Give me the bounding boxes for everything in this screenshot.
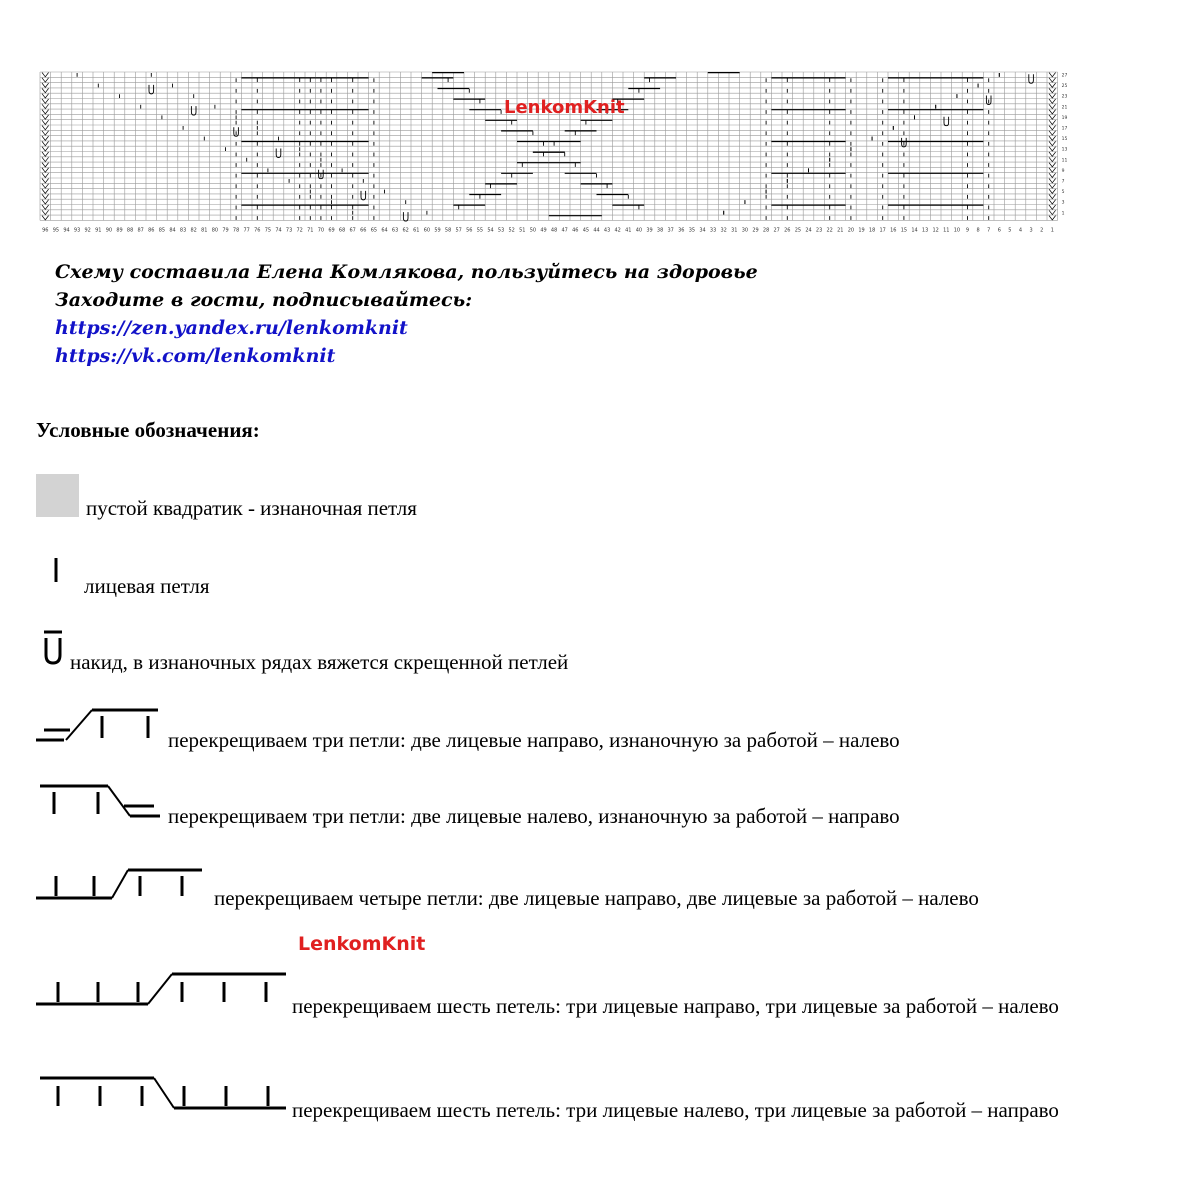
legend-item-cross-3-right: перекрещиваем три петли: две лицевые направо, изнаночную за работой – налево	[36, 706, 1126, 750]
chart-watermark: LenkomKnit	[504, 97, 625, 118]
column-number: 76	[254, 227, 261, 234]
column-number: 86	[148, 227, 155, 234]
column-number: 49	[540, 227, 547, 234]
column-number: 56	[466, 227, 473, 234]
column-number: 40	[635, 227, 643, 234]
column-number: 2	[1040, 227, 1044, 234]
column-number: 96	[42, 227, 49, 234]
column-number: 26	[784, 227, 791, 234]
row-number: 17	[1061, 126, 1068, 132]
column-number: 10	[953, 227, 961, 234]
yarn-over-icon	[36, 630, 66, 670]
column-number: 70	[317, 227, 325, 234]
credit-line-1: Схему составила Елена Комлякова, пользуйтесь на здоровье	[55, 261, 758, 283]
credit-line-2: Заходите в гости, подписывайтесь:	[55, 289, 473, 311]
legend-item-cross-6-left: перекрещиваем шесть петель: три лицевые налево, три лицевые за работой – направо	[36, 1074, 1120, 1154]
column-number: 34	[699, 227, 706, 234]
column-number: 92	[84, 227, 91, 234]
column-number: 59	[434, 227, 441, 234]
column-number: 28	[762, 227, 770, 234]
column-number: 11	[943, 227, 950, 234]
column-number: 46	[572, 227, 579, 234]
column-number: 83	[179, 227, 187, 234]
row-number: 27	[1061, 73, 1068, 79]
knitting-chart	[34, 70, 1120, 240]
column-number: 13	[921, 227, 929, 234]
column-number: 47	[561, 227, 568, 234]
row-number: 7	[1061, 179, 1065, 185]
column-number: 27	[773, 227, 780, 234]
column-number: 55	[476, 227, 484, 234]
row-number: 19	[1061, 115, 1068, 121]
purl-square-icon	[36, 474, 79, 517]
column-number: 15	[900, 227, 908, 234]
column-number: 62	[402, 227, 409, 234]
column-number: 43	[603, 227, 611, 234]
column-number: 53	[497, 227, 505, 234]
column-number: 90	[105, 227, 113, 234]
column-number: 95	[52, 227, 60, 234]
column-number: 36	[678, 227, 685, 234]
column-numbers	[42, 227, 1054, 233]
column-number: 66	[360, 227, 367, 234]
column-number: 29	[752, 227, 759, 234]
column-number: 35	[688, 227, 696, 234]
column-number: 22	[826, 227, 833, 234]
row-number: 23	[1061, 94, 1068, 100]
legend-item-knit: лицевая петля	[36, 556, 1126, 600]
column-number: 4	[1018, 227, 1023, 234]
column-number: 17	[879, 227, 886, 234]
column-number: 75	[264, 227, 272, 234]
column-number: 51	[519, 227, 526, 234]
row-number: 11	[1061, 158, 1068, 164]
zen-link[interactable]: https://zen.yandex.ru/lenkomknit	[55, 317, 408, 339]
cross-3-left-icon	[36, 782, 166, 822]
column-number: 8	[976, 227, 980, 234]
column-number: 24	[805, 227, 812, 234]
column-number: 41	[625, 227, 632, 234]
legend-item-yarn-over: накид, в изнаночных рядах вяжется скрещенной петлей	[36, 630, 1126, 674]
row-number: 15	[1061, 137, 1068, 143]
column-number: 82	[190, 227, 197, 234]
column-number: 72	[296, 227, 303, 234]
column-number: 87	[137, 227, 144, 234]
column-number: 79	[222, 227, 229, 234]
legend-item-cross-4: перекрещиваем четыре петли: две лицевые направо, две лицевые за работой – налево LenkomKnit	[36, 866, 1120, 946]
column-number: 80	[211, 227, 219, 234]
column-number: 3	[1029, 227, 1033, 234]
legend-item-cross-6-right: перекрещиваем шесть петель: три лицевые направо, три лицевые за работой – налево	[36, 970, 1120, 1050]
column-number: 63	[391, 227, 399, 234]
column-number: 12	[932, 227, 939, 234]
legend-item-cross-3-left: перекрещиваем три петли: две лицевые налево, изнаночную за работой – направо	[36, 782, 1126, 826]
cross-3-right-icon	[36, 706, 166, 746]
column-number: 7	[987, 227, 991, 234]
column-number: 45	[582, 227, 590, 234]
column-number: 85	[158, 227, 166, 234]
column-number: 57	[455, 227, 462, 234]
column-number: 1	[1050, 227, 1054, 234]
row-number: 21	[1061, 105, 1068, 111]
column-number: 84	[169, 227, 176, 234]
column-number: 31	[731, 227, 738, 234]
row-number: 3	[1061, 200, 1065, 206]
column-number: 71	[307, 227, 314, 234]
column-number: 6	[997, 227, 1001, 234]
column-number: 32	[720, 227, 727, 234]
column-number: 68	[338, 227, 346, 234]
column-number: 65	[370, 227, 378, 234]
column-number: 50	[529, 227, 537, 234]
column-number: 88	[126, 227, 134, 234]
column-number: 61	[413, 227, 420, 234]
row-number: 1	[1061, 211, 1065, 217]
legend-title: Условные обозначения:	[36, 418, 260, 442]
column-number: 73	[285, 227, 293, 234]
column-number: 19	[858, 227, 865, 234]
column-number: 78	[232, 227, 240, 234]
column-number: 52	[508, 227, 515, 234]
column-number: 81	[201, 227, 208, 234]
knit-stitch-icon	[36, 556, 76, 592]
column-number: 64	[381, 227, 388, 234]
column-number: 48	[550, 227, 558, 234]
row-number: 13	[1061, 147, 1068, 153]
column-number: 18	[868, 227, 876, 234]
column-number: 39	[646, 227, 653, 234]
column-number: 25	[794, 227, 802, 234]
column-number: 23	[815, 227, 823, 234]
column-number: 58	[444, 227, 452, 234]
column-number: 69	[328, 227, 335, 234]
vk-link[interactable]: https://vk.com/lenkomknit	[55, 345, 336, 367]
column-number: 14	[911, 227, 918, 234]
legend-item-purl: пустой квадратик - изнаночная петля	[36, 474, 1126, 518]
column-number: 54	[487, 227, 494, 234]
column-number: 89	[116, 227, 123, 234]
column-number: 20	[847, 227, 855, 234]
column-number: 9	[965, 227, 970, 234]
column-number: 5	[1008, 227, 1012, 234]
column-number: 21	[837, 227, 844, 234]
row-numbers	[1062, 73, 1068, 217]
column-number: 77	[243, 227, 250, 234]
column-number: 93	[73, 227, 81, 234]
row-number: 5	[1061, 190, 1065, 196]
column-number: 16	[890, 227, 897, 234]
column-number: 42	[614, 227, 621, 234]
row-number: 9	[1061, 168, 1065, 174]
row-number: 25	[1061, 84, 1068, 90]
column-number: 38	[656, 227, 664, 234]
column-number: 67	[349, 227, 356, 234]
column-number: 33	[709, 227, 717, 234]
column-number: 91	[95, 227, 102, 234]
column-number: 37	[667, 227, 674, 234]
author-credit	[55, 258, 758, 370]
column-number: 30	[741, 227, 749, 234]
legend-watermark: LenkomKnit	[298, 933, 426, 955]
column-number: 44	[593, 227, 600, 234]
column-number: 60	[423, 227, 431, 234]
column-number: 94	[63, 227, 70, 234]
column-number: 74	[275, 227, 282, 234]
